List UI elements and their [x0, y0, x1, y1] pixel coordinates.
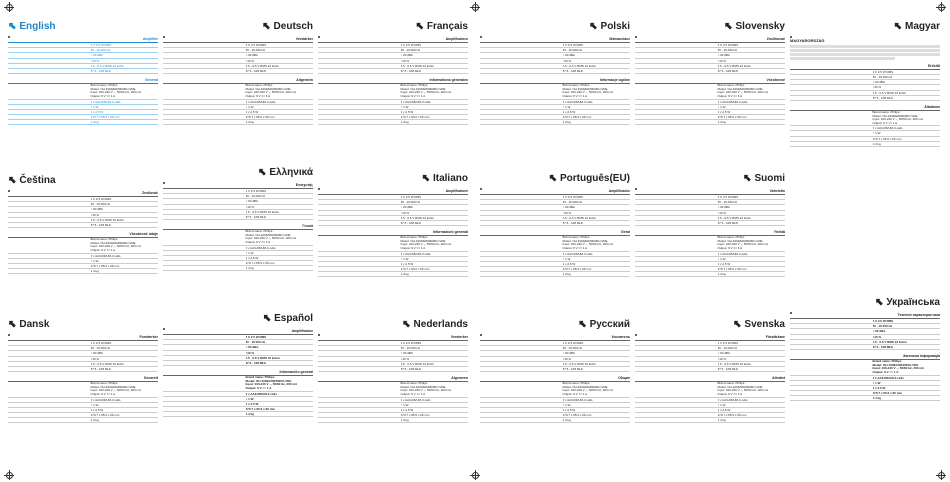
- crop-mark: [470, 2, 480, 12]
- column-5: [635, 6, 785, 476]
- corner-arrow-icon: ⬉: [262, 21, 271, 32]
- country-heading: MAGYARORSZÁG: [790, 38, 825, 43]
- section-ellinika: ⬉ Ελληνικά Ενισχυτής 2 X 2.5 W RMS 80 - 16 000 Hz > 60 dBA <10 % 0.5 - 0.6 V RMS 10 kohm 87.5 - 108 MHz Γενικά Brand name: Philips Model: OH-1009A0903000U-VDE Input: 100-240 V ~, 50/60 Hz, 200 mA Output: 9 V == 1 A 6 x AA/LR6/UM-3 cells < 1 W 2 x 2.5 W 270.7 x 95.6 x 96 mm 1.4 kg: [163, 166, 313, 271]
- paragraph-lines: [790, 45, 940, 60]
- section-russkiy: ⬉ Русский Усилитель 2 X 2.5 W RMS 80 - 16 000 Hz > 60 dBA <10 % 0.5 - 0.6 V RMS 10 kohm 87.5 - 108 MHz Общие Brand name: Philips Model: OH-1009A0903000U-VDE Input: 100-240 V ~, 50/60 Hz, 200 mA Output: 9 V == 1 A 6 x AA/LR6/UM-3 cells < 1 W 2 x 2.5 W 270.7 x 95.6 x 96 mm 1.4 kg: [480, 318, 630, 423]
- column-6: [790, 6, 940, 476]
- corner-arrow-icon: ⬉: [548, 173, 557, 184]
- crop-mark: [470, 470, 480, 480]
- section-polski: ⬉ Polski Wzmacniacz 2 X 2.5 W RMS 80 - 16 000 Hz > 60 dBA <10 % 0.5 - 0.6 V RMS 10 kohm 87.5 - 108 MHz Informacje ogólne Brand name: Philips Model: OH-1009A0903000U-VDE Input: 100-240 V ~, 50/60 Hz, 200 mA Output: 9 V == 1 A 6 x AA/LR6/UM-3 cells < 1 W 2 x 2.5 W 270.7 x 95.6 x 96 mm 1.4 kg: [480, 20, 630, 125]
- section-magyar: ⬉ Magyar MAGYARORSZÁG Erősítő 2 X 2.5 W RMS 80 - 16 000 Hz > 60 dBA <10 % 0.5 - 0.6 V RMS 10 kohm 87.5 - 108 MHz Általános Brand name: Philips Model: OH-1009A0903000U-VDE Input: 100-240 V ~, 50/60 Hz, 200 mA Output: 9 V == 1 A 6 x AA/LR6/UM-3 cells < 1 W 270.7 x 95.6 x 96 mm 1.4 kg: [790, 21, 940, 146]
- section-portugues: ⬉ Português(EU) Amplificador 2 X 2.5 W RMS 80 - 16 000 Hz > 60 dBA <10 % 0.5 - 0.6 V RMS 10 kohm 87.5 - 108 MHz Geral Brand name: Philips Model: OH-1009A0903000U-VDE Input: 100-240 V ~, 50/60 Hz, 200 mA Output: 9 V == 1 A 6 x AA/LR6/UM-3 cells < 1 W 2 x 2.5 W 270.7 x 95.6 x 96 mm 1.4 kg: [480, 172, 630, 277]
- corner-arrow-icon: ⬉: [724, 21, 733, 32]
- corner-arrow-icon: ⬉: [733, 319, 742, 330]
- corner-arrow-icon: ⬉: [8, 21, 17, 32]
- section-suomi: ⬉ Suomi Vahvistin 2 X 2.5 W RMS 80 - 16 000 Hz > 60 dBA <10 % 0.5 - 0.6 V RMS 10 kohm 87.5 - 108 MHz Yleistä Brand name: Philips Model: OH-1009A0903000U-VDE Input: 100-240 V ~, 50/60 Hz, 200 mA Output: 9 V == 1 A 6 x AA/LR6/UM-3 cells < 1 W 2 x 2.5 W 270.7 x 95.6 x 96 mm 1.4 kg: [635, 172, 785, 277]
- section-english: ⬉ English Amplifier 2 X 2.5 W RMS 80 - 16 000 Hz > 60 dBA <10 % 0.5 - 0.6 V RMS 10 kohm 87.5 - 108 MHz General Brand name: Philips Model: OH-1009A0903000U-VDE Input: 100-240 V ~, 50/60 Hz, 200 mA Output: 9 V == 1 A 6 x AA/LR6/UM-3 cells < 1 W 2 x 2.5 W 270.7 x 95.6 x 96 mm 1.4 kg: [8, 21, 158, 125]
- column-1: [8, 6, 158, 476]
- corner-arrow-icon: ⬉: [589, 21, 598, 32]
- corner-arrow-icon: ⬉: [262, 313, 272, 324]
- corner-arrow-icon: ⬉: [257, 167, 267, 178]
- corner-arrow-icon: ⬉: [874, 297, 884, 308]
- section-dansk: ⬉ Dansk Forstærker 2 X 2.5 W RMS 80 - 16 000 Hz > 60 dBA <10 % 0.5 - 0.6 V RMS 10 kohm 87.5 - 108 MHz Generelt Brand name: Philips Model: OH-1009A0903000U-VDE Input: 100-240 V ~, 50/60 Hz, 200 mA Output: 9 V == 1 A 6 x AA/LR6/UM-3 cells < 1 W 2 x 2.5 W 270.7 x 95.6 x 96 mm 1.4 kg: [8, 319, 158, 423]
- section-heading: General: [8, 78, 158, 84]
- column-2: [163, 6, 313, 476]
- column-4: [480, 6, 630, 476]
- section-svenska: ⬉ Svenska Förstärkare 2 X 2.5 W RMS 80 - 16 000 Hz > 60 dBA <10 % 0.5 - 0.6 V RMS 10 kohm 87.5 - 108 MHz Allmänt Brand name: Philips Model: OH-1009A0903000U-VDE Input: 100-240 V ~, 50/60 Hz, 200 mA Output: 9 V == 1 A 6 x AA/LR6/UM-3 cells < 1 W 2 x 2.5 W 270.7 x 95.6 x 96 mm 1.4 kg: [635, 318, 785, 423]
- corner-arrow-icon: ⬉: [8, 319, 17, 330]
- corner-arrow-icon: ⬉: [8, 175, 17, 186]
- lang-title: English: [19, 21, 56, 32]
- section-francais: ⬉ Français Amplificateur 2 X 2.5 W RMS 80 - 16 000 Hz > 60 dBA <10 % 0.5 - 0.6 V RMS 10 kohm 87.5 - 108 MHz Informations générales Brand name: Philips Model: OH-1009A0903000U-VDE Input: 100-240 V ~, 50/60 Hz, 200 mA Output: 9 V == 1 A 6 x AA/LR6/UM-3 cells < 1 W 2 x 2.5 W 270.7 x 95.6 x 96 mm 1.4 kg: [318, 20, 468, 125]
- corner-arrow-icon: ⬉: [893, 21, 902, 32]
- corner-arrow-icon: ⬉: [578, 319, 587, 330]
- corner-arrow-icon: ⬉: [415, 21, 424, 32]
- section-italiano: ⬉ Italiano Amplificatore 2 X 2.5 W RMS 80 - 16 000 Hz > 60 dBA <10 % 0.5 - 0.6 V RMS 10 kohm 87.5 - 108 MHz Informazioni generali Brand name: Philips Model: OH-1009A0903000U-VDE Input: 100-240 V ~, 50/60 Hz, 200 mA Output: 9 V == 1 A 6 x AA/LR6/UM-3 cells < 1 W 2 x 2.5 W 270.7 x 95.6 x 96 mm 1.4 kg: [318, 172, 468, 277]
- section-espanol: ⬉ Español Amplificador 2 X 2.5 W RMS 80 - 16 000 Hz > 60 dBA <10 % 0.5 - 0.6 V RMS 10 kohm 87.5 - 108 MHz Información general Brand name: Philips Model: OH-1009A0903000U-VDE Input: 100-240 V ~, 50/60 Hz, 200 mA Output: 9 V == 1 A 6 x AA/LR6/UM-3 cells < 1 W 2 x 2.5 W 270.7 x 95.6 x 96 mm 1.4 kg: [163, 312, 313, 417]
- corner-arrow-icon: ⬉: [743, 173, 752, 184]
- section-cestina: ⬉ Čeština Zesilovač 2 X 2.5 W RMS 80 - 16 000 Hz > 60 dBA <10 % 0.5 - 0.6 V RMS 10 kohm 87.5 - 108 MHz Všeobecné údaje Brand name: Philips Model: OH-1009A0903000U-VDE Input: 100-240 V ~, 50/60 Hz, 200 mA Output: 9 V == 1 A 6 x AA/LR6/UM-3 cells < 1 W 270.7 x 95.6 x 96 mm 1.4 kg: [8, 175, 158, 274]
- section-ukrainska: ⬉ Українська Технічні характеристики 2 X 2.5 W RMS 80 - 16 000 Hz > 60 dBA <10 % 0.5 - 0.6 V RMS 10 kohm 87.5 - 108 MHz Загальна інформація Brand name: Philips Model: OH-1009A0903000U-VDE Input: 100-240 V ~, 50/60 Hz, 200 mA Output: 9 V == 1 A 6 x AA/LR6/UM-3 cells < 1 W 2 x 2.5 W 270.7 x 95.6 x 96 mm 1.4 kg: [790, 296, 940, 401]
- section-heading: Amplifier: [8, 37, 158, 43]
- section-deutsch: ⬉ Deutsch Verstärker 2 X 2.5 W RMS 80 - 16 000 Hz > 60 dBA <10 % 0.5 - 0.6 V RMS 10 kohm 87.5 - 108 MHz Allgemein Brand name: Philips Model: OH-1009A0903000U-VDE Input: 100-240 V ~, 50/60 Hz, 200 mA Output: 9 V == 1 A 6 x AA/LR6/UM-3 cells < 1 W 2 x 2.5 W 270.7 x 95.6 x 96 mm 1.4 kg: [163, 20, 313, 125]
- corner-arrow-icon: ⬉: [402, 319, 411, 330]
- column-3: [318, 6, 468, 476]
- section-nederlands: ⬉ Nederlands Versterker 2 X 2.5 W RMS 80 - 16 000 Hz > 60 dBA <10 % 0.5 - 0.6 V RMS 10 kohm 87.5 - 108 MHz Algemeen Brand name: Philips Model: OH-1009A0903000U-VDE Input: 100-240 V ~, 50/60 Hz, 200 mA Output: 9 V == 1 A 6 x AA/LR6/UM-3 cells < 1 W 2 x 2.5 W 270.7 x 95.6 x 96 mm 1.4 kg: [318, 318, 468, 423]
- section-slovensky: ⬉ Slovensky Zosilňovač 2 X 2.5 W RMS 80 - 16 000 Hz > 60 dBA <10 % 0.5 - 0.6 V RMS 10 kohm 87.5 - 108 MHz Všeobecné Brand name: Philips Model: OH-1009A0903000U-VDE Input: 100-240 V ~, 50/60 Hz, 200 mA Output: 9 V == 1 A 6 x AA/LR6/UM-3 cells < 1 W 2 x 2.5 W 270.7 x 95.6 x 96 mm 1.4 kg: [635, 20, 785, 125]
- corner-arrow-icon: ⬉: [421, 173, 430, 184]
